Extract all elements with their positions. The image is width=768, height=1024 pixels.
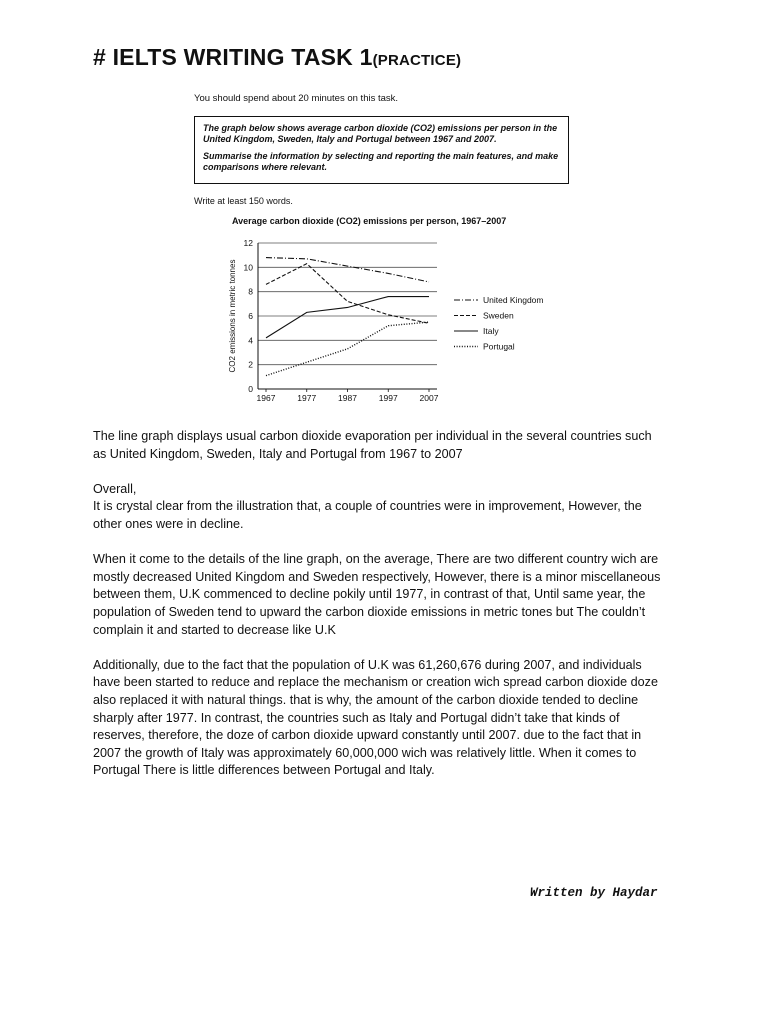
essay-overall-body: It is crystal clear from the illustration that, a couple of countries were in improvement, However, the other ones were in decline.: [93, 499, 642, 531]
x-tick-label: 1987: [338, 393, 357, 403]
y-tick-label: 6: [248, 311, 253, 321]
series-line-italy: [266, 297, 429, 338]
page-title-suffix: (PRACTICE): [372, 52, 462, 69]
y-tick-label: 10: [243, 262, 253, 273]
task-prompt-box: [194, 116, 569, 184]
page-title: [93, 44, 461, 71]
y-tick-label: 12: [243, 238, 253, 248]
essay-overall-heading: Overall,: [93, 481, 137, 496]
y-tick-label: 2: [248, 359, 253, 370]
y-tick-label: 8: [248, 286, 253, 297]
essay-body: [93, 428, 663, 797]
chart-title: Average carbon dioxide (CO2) emissions per person, 1967–2007: [232, 216, 507, 226]
essay-paragraph-additional: Additionally, due to the fact that the population of U.K was 61,260,676 during 2007, and individuals have been started to reduce and replace the mechanism or creation wich spread carbon dioxide doze also replaced it with natural things. that is why, the amount of the carbon dioxide tended to decline sharply after 1977. In contrast, the countries such as Italy and Portugal didn’t take that kinds of reserves, therefore, the doze of carbon dioxide upward constantly until 2007. due to the fact that in 2007 the growth of Italy was approximately 60,000,000 wich was relatively little. When it comes to Portugal There is little differences between Portugal and Italy.: [93, 657, 658, 778]
task-prompt-description: The graph below shows average carbon dioxide (CO2) emissions per person in the United Kingdom, Sweden, Italy and Portugal between 1967 and 2007.: [203, 123, 558, 144]
x-tick-label: 2007: [419, 393, 439, 403]
series-line-sweden: [266, 264, 429, 324]
word-count-note: Write at least 150 words.: [194, 196, 293, 206]
co2-line-chart: [222, 230, 562, 410]
task-prompt-summary: Summarise the information by selecting and reporting the main features, and make comparisons where relevant.: [203, 151, 559, 172]
essay-paragraph-intro: The line graph displays usual carbon dioxide evaporation per individual in the several countries such as United Kingdom, Sweden, Italy and Portugal from 1967 to 2007: [93, 429, 652, 461]
series-line-portugal: [266, 322, 429, 376]
y-axis-label: CO2 emissions in metric tonnes: [228, 259, 237, 373]
task-instruction: You should spend about 20 minutes on this task.: [194, 93, 399, 104]
y-tick-label: 0: [248, 384, 253, 394]
legend-label: Portugal: [483, 341, 515, 352]
legend-label: Sweden: [483, 310, 514, 321]
x-tick-label: 1977: [297, 393, 317, 403]
x-tick-label: 1967: [256, 393, 276, 403]
essay-paragraph-details: When it come to the details of the line graph, on the average, There are two different country wich are mostly decreased United Kingdom and Sweden respectively, However, there is a minor miscellaneous between them, U.K commenced to decline pokily until 1977, in contrast of that, Until same year, the population of Sweden tend to upward the carbon dioxide emissions in metric tones but The couldn’t complain it and started to decrease like U.K: [93, 552, 661, 637]
page-title-main: # IELTS WRITING TASK 1: [93, 44, 373, 70]
series-line-united-kingdom: [266, 258, 429, 282]
legend-label: United Kingdom: [483, 295, 544, 305]
x-tick-label: 1997: [378, 393, 398, 403]
author-signature: Written by Haydar: [530, 886, 658, 900]
essay-paragraph-overall: [93, 481, 663, 534]
legend-label: Italy: [483, 326, 499, 336]
y-tick-label: 4: [248, 335, 253, 346]
